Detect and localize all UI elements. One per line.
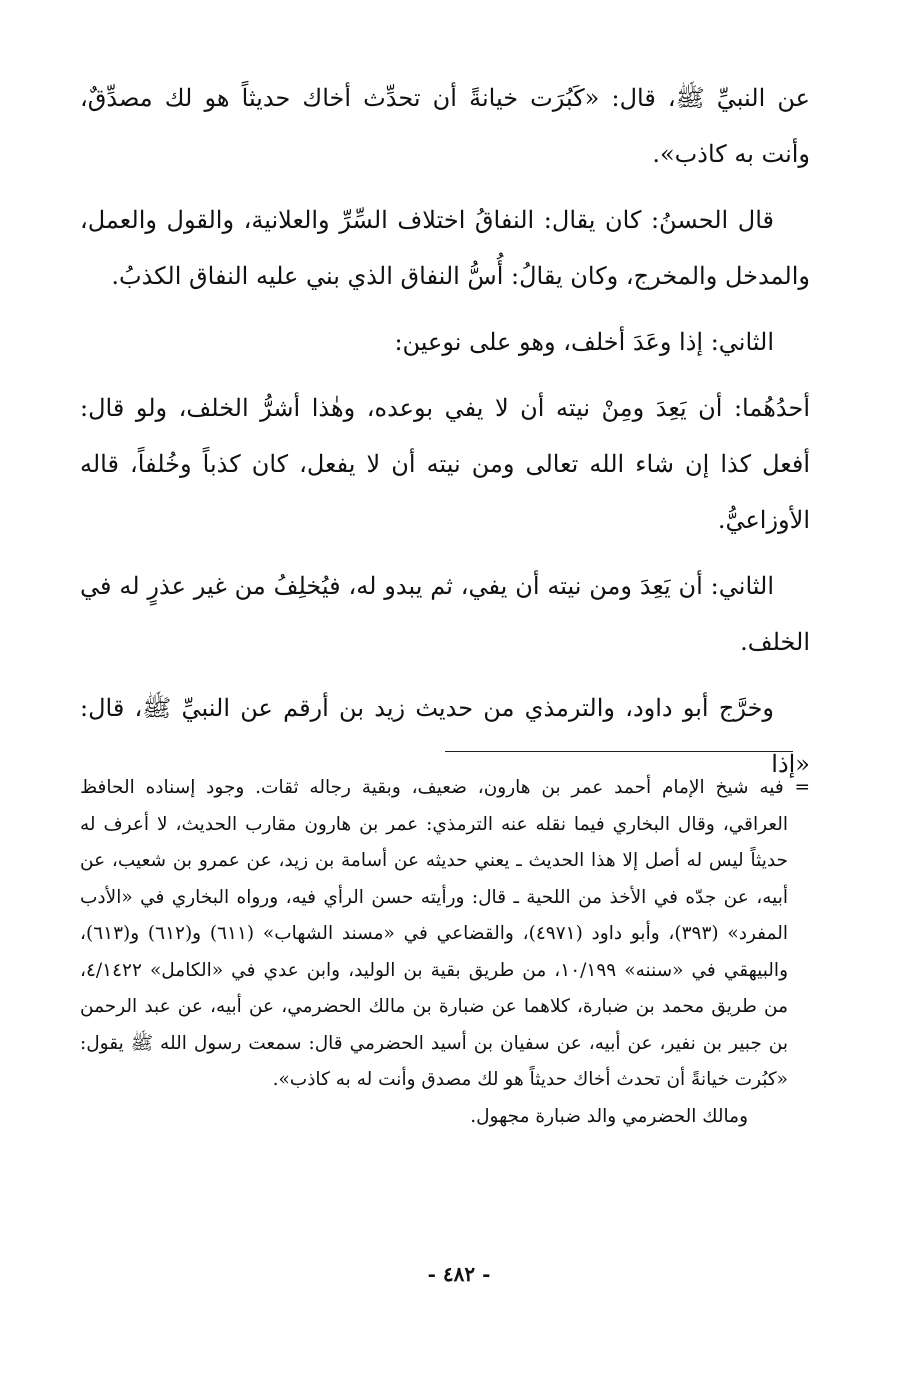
paragraph-second-trait: الثاني: إذا وعَدَ أخلف، وهو على نوعين:: [394, 328, 774, 356]
footnote-closing: ومالك الحضرمي والد ضبارة مجهول.: [470, 1105, 748, 1127]
footnotes: [80, 770, 810, 1135]
footnote-divider: [445, 751, 793, 752]
main-text: [80, 70, 810, 802]
page-number: - ٤٨٢ -: [427, 1262, 491, 1286]
footnote-body: = فيه شيخ الإمام أحمد عمر بن هارون، ضعيف، وبقية رجاله ثقات. وجود إسناده الحافظ العراقي، وقال البخاري فيما نقله عنه الترمذي: عمر بن هارون مقارب الحديث، لا أعرف له حديثاً ليس له أصل إلا هذا الحديث ـ يعني حديثه عن أسامة بن زيد، عن عمرو بن شعيب، عن أبيه، عن جدّه في الأخذ من اللحية ـ قال: ورأيته حسن الرأي فيه، ورواه البخاري في «الأدب المفرد» (٣٩٣)، وأبو داود (٤٩٧١)، والقضاعي في «مسند الشهاب» (٦١١) و(٦١٢) و(٦١٣)، والبيهقي في «سننه» ١٠/١٩٩، من طريق بقية بن الوليد، وابن عدي في «الكامل» ٤/١٤٢٢، من طريق محمد بن ضبارة، كلاهما عن ضبارة بن مالك الحضرمي، عن أبيه، عن عبد الرحمن بن جبير بن نفير، عن أبيه، عن سفيان بن أسيد الحضرمي قال: سمعت رسول الله ﷺ يقول: «كبُرت خيانةً أن تحدث أخاك حديثاً هو لك مصدق وأنت له به كاذب».: [80, 777, 810, 1090]
paragraph-first-type: أحدُهُما: أن يَعِدَ ومِنْ نيته أن لا يفي بوعده، وهٰذا أشرُّ الخلف، ولو قال: أفعل كذا إن شاء الله تعالى ومن نيته أن لا يفعل، كان كذباً وخُلفاً، قاله الأوزاعيُّ.: [80, 394, 810, 534]
paragraph-second-type: الثاني: أن يَعِدَ ومن نيته أن يفي، ثم يبدو له، فيُخلِفُ من غير عذرٍ له في الخلف.: [80, 572, 810, 656]
paragraph-hadith: عن النبيِّ ﷺ، قال: «كَبُرَت خيانةً أن تحدِّث أخاك حديثاً هو لك مصدِّقٌ، وأنت به كاذب».: [80, 84, 810, 168]
paragraph-hasan-quote: قال الحسنُ: كان يقال: النفاقُ اختلاف السِّرِّ والعلانية، والقول والعمل، والمدخل والمخرج، وكان يقالُ: أُسُّ النفاق الذي بني عليه النفاق الكذبُ.: [80, 206, 810, 290]
paragraph-abu-dawud: وخرَّج أبو داود، والترمذي من حديث زيد بن أرقم عن النبيِّ ﷺ، قال: «إذا: [80, 694, 810, 778]
